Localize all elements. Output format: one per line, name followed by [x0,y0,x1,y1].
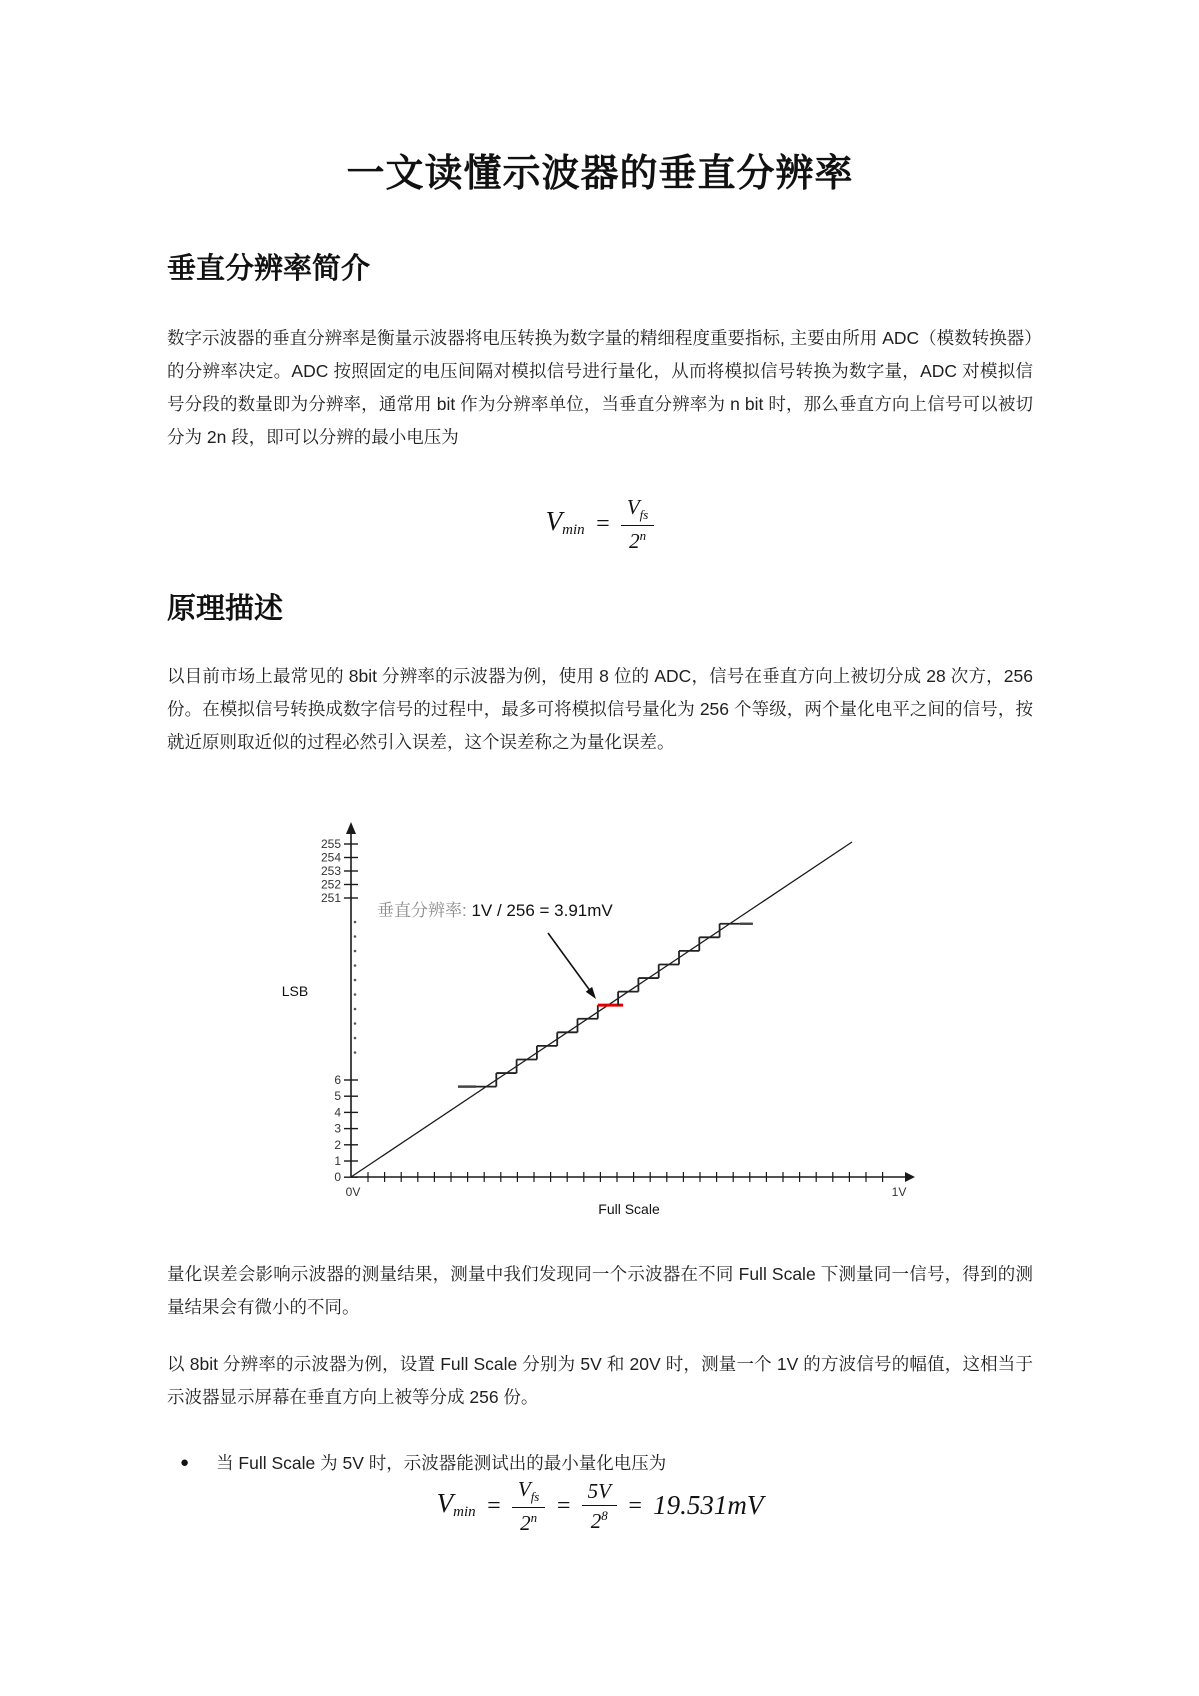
math-lhs: $V_{min}$ [545,506,585,539]
svg-text:0V: 0V [345,1185,361,1199]
svg-text:3: 3 [334,1121,341,1136]
formula-vmin [167,496,1033,552]
math-result: 19.531mV [653,1490,764,1521]
svg-text:252: 252 [320,877,341,892]
principle-paragraph-1: 以目前市场上最常见的 8bit 分辨率的示波器为例，使用 8 位的 ADC，信号在垂直方向上被切分成 28 次方，256 份。在模拟信号转换成数字信号的过程中，最多可将模拟信号量化为 256 个等级，两个量化电平之间的信号，按就近原则取近似的过程必然引入误差，这个误差称之为量化误差。 [167,666,1033,752]
svg-text:253: 253 [320,864,341,878]
svg-text:1V: 1V [891,1185,907,1199]
svg-text:5: 5 [334,1089,341,1104]
svg-text:6: 6 [334,1073,341,1087]
equals-sign: = [594,510,611,537]
svg-text:0: 0 [334,1170,341,1185]
equals-sign: = [626,1492,644,1519]
svg-text:251: 251 [320,891,341,905]
math-lhs: $V_{min}$ [436,1488,476,1521]
svg-text:LSB: LSB [281,983,309,999]
bullet-text: 当 Full Scale 为 5V 时，示波器能测试出的最小量化电压为 [216,1453,667,1473]
formula-vmin-5v [167,1478,1033,1534]
list-item [180,1448,1033,1478]
equals-sign: = [555,1492,572,1519]
svg-text:垂直分辨率: 1V / 256 = 3.91mV: 垂直分辨率: 1V / 256 = 3.91mV [377,901,613,920]
bullet-icon: ● [180,1454,190,1471]
svg-text:1: 1 [334,1154,341,1168]
quantization-chart [265,820,925,1220]
math-fraction: $\frac{V_{fs}}{2^n}$ [621,496,655,552]
intro-paragraph: 数字示波器的垂直分辨率是衡量示波器将电压转换为数字量的精细程度重要指标, 主要由所用 ADC（模数转换器）的分辨率决定。ADC 按照固定的电压间隔对模拟信号进行量化，从而将模拟信号转换为数字量，ADC 对模拟信号分段的数量即为分辨率，通常用 bit 作为分辨率单位，当垂直分辨率为 n bit 时，那么垂直方向上信号可以被切分为 2n 段，即可以分辨的最小电压为 [167,328,1033,447]
svg-text:4: 4 [334,1105,341,1120]
math-fraction: $\frac{5V}{2^8}$ [582,1480,617,1532]
equals-sign: = [485,1492,502,1519]
quantization-chart-svg [265,820,925,1220]
section-heading-intro: 垂直分辨率简介 [167,253,371,285]
svg-text:255: 255 [320,837,341,851]
principle-paragraph-2: 量化误差会影响示波器的测量结果，测量中我们发现同一个示波器在不同 Full Scale 下测量同一信号，得到的测量结果会有微小的不同。 [167,1264,1033,1317]
svg-text:Full Scale: Full Scale [598,1201,660,1217]
svg-text:254: 254 [320,850,341,865]
page-title: 一文读懂示波器的垂直分辨率 [346,153,854,195]
svg-text:2: 2 [334,1137,341,1152]
principle-paragraph-3: 以 8bit 分辨率的示波器为例，设置 Full Scale 分别为 5V 和 20V 时，测量一个 1V 的方波信号的幅值，这相当于示波器显示屏幕在垂直方向上被等分成 256 份。 [167,1354,1033,1407]
math-fraction: $\frac{V_{fs}}{2^n}$ [512,1478,546,1534]
section-heading-principle: 原理描述 [167,593,284,625]
